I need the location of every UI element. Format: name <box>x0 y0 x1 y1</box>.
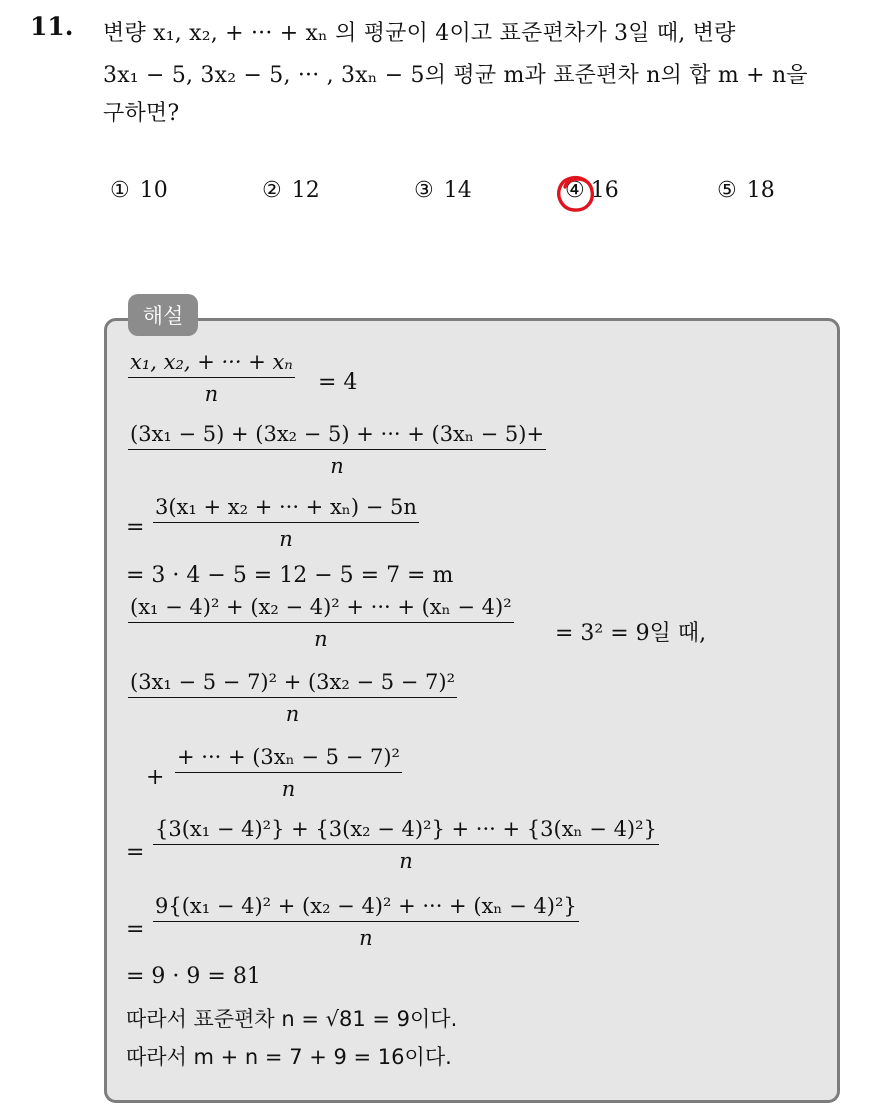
question-line-2: 3x₁ − 5, 3x₂ − 5, ··· , 3xₙ − 5의 평균 m과 표준편차 n의 합 m + n을 <box>103 63 808 88</box>
final-answer-line: 따라서 m + n = 7 + 9 = 16이다. <box>126 1045 452 1069</box>
choice-3-mark: ③ <box>414 178 434 203</box>
choice-1-value: 10 <box>139 178 168 203</box>
fraction-7-denominator: n <box>281 777 296 801</box>
fraction-1-numerator: x₁, x₂, + ··· + xₙ <box>128 350 295 378</box>
fraction-6-numerator: (3x₁ − 5 − 7)² + (3x₂ − 5 − 7)² <box>128 670 457 698</box>
choice-3[interactable] <box>414 178 472 203</box>
equals-8: = <box>126 840 145 865</box>
fraction-9 <box>153 894 579 950</box>
fraction-6-denominator: n <box>285 702 300 726</box>
fraction-8-numerator: {3(x₁ − 4)²} + {3(x₂ − 4)²} + ··· + {3(xₙ − 4)²} <box>153 817 659 845</box>
fraction-5-denominator: n <box>314 627 328 651</box>
fraction-5-numerator: (x₁ − 4)² + (x₂ − 4)² + ··· + (xₙ − 4)² <box>128 595 514 623</box>
fraction-8-denominator: n <box>399 849 413 873</box>
choice-2-value: 12 <box>291 178 320 203</box>
choice-4-mark: ④ <box>565 178 585 203</box>
choice-3-value: 14 <box>443 178 472 203</box>
std-dev-conclusion: 따라서 표준편차 n = √81 = 9이다. <box>126 1007 458 1031</box>
fraction-1-result: = 4 <box>318 370 358 395</box>
fraction-3 <box>153 495 419 551</box>
fraction-2-denominator: n <box>330 454 344 478</box>
fraction-6 <box>128 670 457 726</box>
fraction-7-numerator: + ··· + (3xₙ − 5 − 7)² <box>175 745 402 773</box>
question-line-1: 변량 x₁, x₂, + ··· + xₙ 의 평균이 4이고 표준편차가 3일 때, 변량 <box>103 21 736 46</box>
choice-1-mark: ① <box>110 178 130 203</box>
choice-5-mark: ⑤ <box>717 178 737 203</box>
answer-circle-mark <box>556 175 596 213</box>
fraction-8 <box>153 817 659 873</box>
choice-4-value: 16 <box>590 178 619 203</box>
choice-1[interactable] <box>110 178 168 203</box>
fraction-9-numerator: 9{(x₁ − 4)² + (x₂ − 4)² + ··· + (xₙ − 4)²} <box>153 894 579 922</box>
question-line-3: 구하면? <box>103 101 180 126</box>
choice-2[interactable] <box>262 178 320 203</box>
fraction-1-denominator: n <box>204 382 219 406</box>
choice-2-mark: ② <box>262 178 282 203</box>
variance-result-line: = 9 · 9 = 81 <box>126 964 261 989</box>
equals-3: = <box>126 515 145 540</box>
solution-tag: 해설 <box>128 294 198 336</box>
fraction-9-denominator: n <box>359 926 373 950</box>
fraction-5 <box>128 595 514 651</box>
fraction-5-result: = 3² = 9일 때, <box>555 621 707 646</box>
fraction-2 <box>128 422 546 478</box>
plus-7: + <box>146 765 165 790</box>
fraction-7 <box>175 745 402 801</box>
fraction-3-numerator: 3(x₁ + x₂ + ··· + xₙ) − 5n <box>153 495 419 523</box>
question-number: 11. <box>30 12 74 41</box>
fraction-3-denominator: n <box>279 527 293 551</box>
fraction-1 <box>128 350 295 406</box>
fraction-2-numerator: (3x₁ − 5) + (3x₂ − 5) + ··· + (3xₙ − 5)+ <box>128 422 546 450</box>
equals-9: = <box>126 917 145 942</box>
choice-5[interactable] <box>717 178 775 203</box>
choice-5-value: 18 <box>746 178 775 203</box>
mean-result-line: = 3 · 4 − 5 = 12 − 5 = 7 = m <box>126 563 454 588</box>
